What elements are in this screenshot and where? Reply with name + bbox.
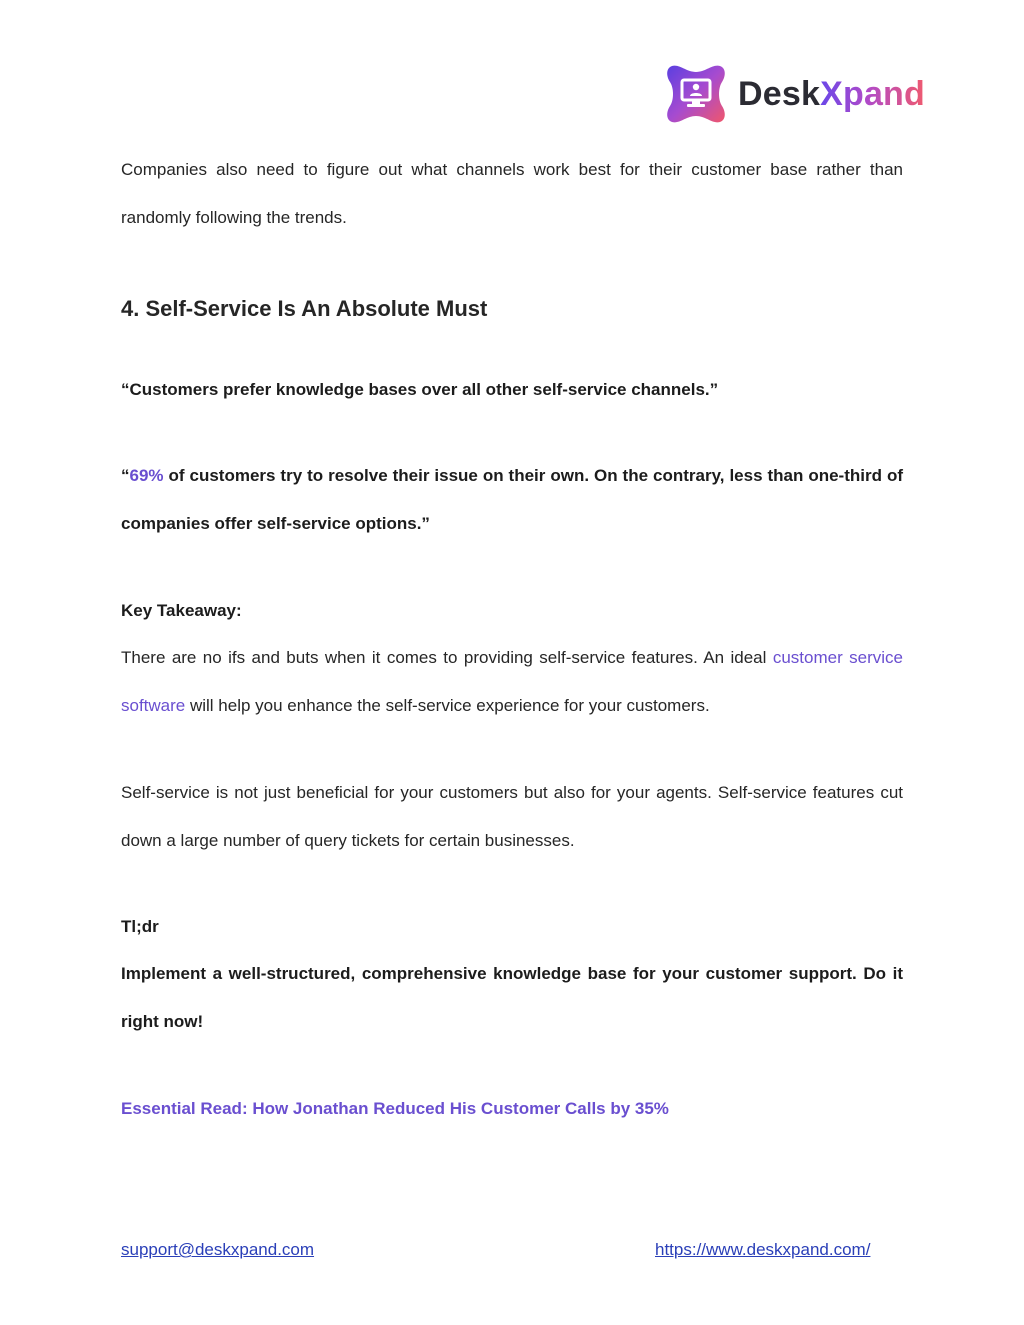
intro-paragraph: Companies also need to figure out what channels work best for their customer base rather than randomly following the trends. bbox=[121, 160, 903, 227]
brand-wordmark bbox=[738, 77, 925, 111]
quote-self-resolve bbox=[121, 452, 903, 548]
brand-logo bbox=[664, 60, 944, 128]
quote-knowledge-bases: “Customers prefer knowledge bases over all other self-service channels.” bbox=[121, 380, 719, 399]
monitor-person-icon bbox=[664, 62, 728, 126]
takeaway-text-after: will help you enhance the self-service experience for your customers. bbox=[185, 696, 710, 715]
quote-self-resolve-text: of customers try to resolve their issue on their own. On the contrary, less than one-third of companies offer self-service options.” bbox=[121, 466, 903, 533]
takeaway-paragraph bbox=[121, 634, 903, 730]
tldr-label: Tl;dr bbox=[121, 917, 159, 936]
quote-open-mark: “ bbox=[121, 466, 130, 485]
footer-email bbox=[121, 1238, 314, 1262]
section-heading: 4. Self-Service Is An Absolute Must bbox=[121, 296, 488, 321]
customer-service-software-link[interactable]: customer service software bbox=[121, 648, 903, 715]
brand-name-xpand: Xpand bbox=[820, 75, 925, 113]
essential-read-paragraph bbox=[121, 1085, 903, 1133]
website-link[interactable]: https://www.deskxpand.com/ bbox=[655, 1240, 871, 1259]
self-service-paragraph: Self-service is not just beneficial for your customers but also for your agents. Self-service features cut down a large number of query tickets for certain businesses. bbox=[121, 783, 903, 850]
footer-website bbox=[655, 1238, 870, 1262]
essential-read-link[interactable]: Essential Read: How Jonathan Reduced His Customer Calls by 35% bbox=[121, 1099, 669, 1118]
support-email-link[interactable]: support@deskxpand.com bbox=[121, 1240, 315, 1259]
key-takeaway-label: Key Takeaway: bbox=[121, 601, 242, 620]
stat-69-percent: 69% bbox=[129, 466, 164, 485]
tldr-paragraph: Implement a well-structured, comprehensive knowledge base for your customer support. Do it right now! bbox=[121, 964, 903, 1031]
brand-name-desk: Desk bbox=[738, 75, 821, 113]
takeaway-text-before: There are no ifs and buts when it comes to providing self-service features. An ideal bbox=[121, 648, 773, 667]
